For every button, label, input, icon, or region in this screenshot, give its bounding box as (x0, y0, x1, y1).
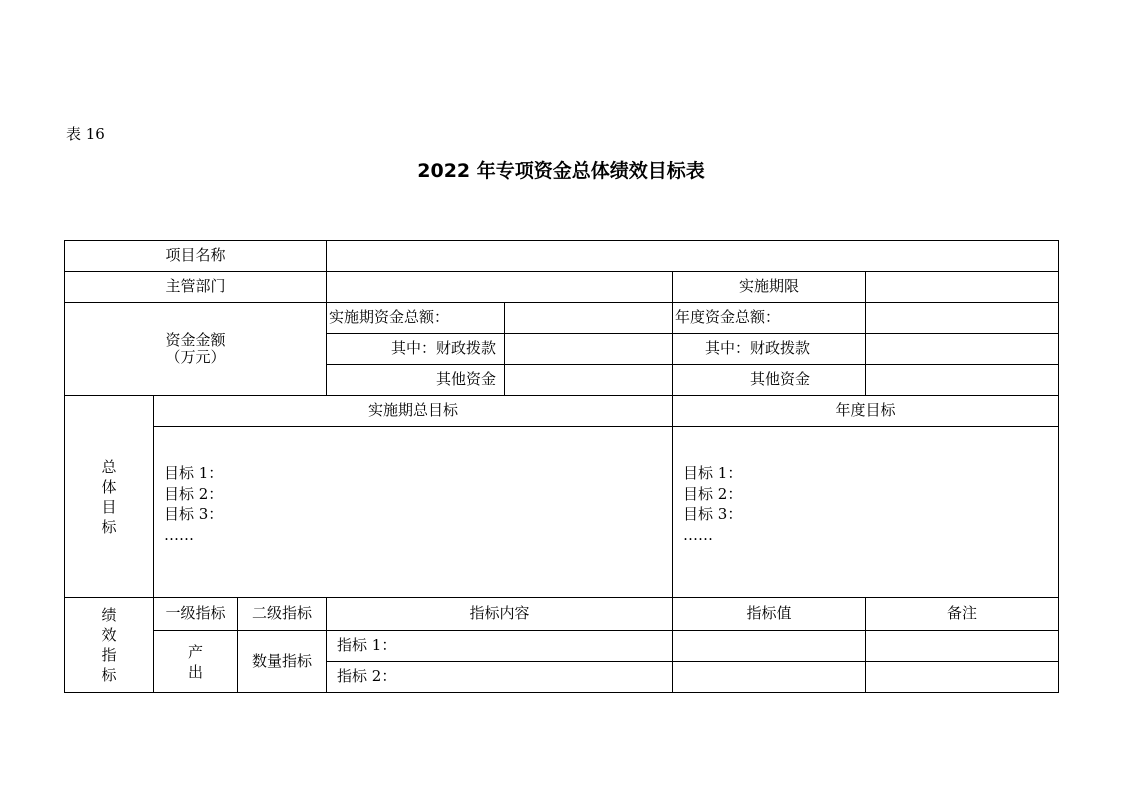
fiscal-allocation-period-field[interactable] (505, 334, 673, 365)
indicator-value-field[interactable] (673, 631, 866, 662)
indicator-row-label: 指标 1： (327, 631, 673, 662)
performance-indicators-section-label (65, 598, 154, 693)
fiscal-allocation-year-field[interactable] (866, 334, 1059, 365)
year-goal-item: 目标 2： (683, 484, 743, 503)
indicator-row-label: 指标 2： (327, 662, 673, 693)
table-number-label: 表 16 (66, 125, 105, 143)
year-goal-header: 年度目标 (673, 396, 1059, 427)
other-funds-year-field[interactable] (866, 365, 1059, 396)
funds-label-line2: （万元） (165, 348, 226, 366)
indicators-char: 指 (101, 646, 117, 664)
indicators-char: 标 (101, 666, 117, 684)
period-goal-header: 实施期总目标 (154, 396, 673, 427)
overall-goals-char: 总 (101, 457, 117, 476)
indicators-char: 绩 (101, 606, 117, 624)
year-goal-item: 目标 3： (683, 505, 743, 523)
document-title: 2022 年专项资金总体绩效目标表 (417, 160, 705, 182)
overall-goals-char: 标 (101, 517, 117, 536)
fiscal-allocation-period-label: 其中：财政拨款 (327, 334, 505, 365)
total-funds-year-label: 年度资金总额： (673, 303, 866, 334)
period-goal-item: …… (164, 525, 194, 544)
total-funds-period-field[interactable] (505, 303, 673, 334)
remark-header: 备注 (866, 598, 1059, 631)
funds-label-line1: 资金金额 (165, 330, 226, 349)
remark-field[interactable] (866, 631, 1059, 662)
indicator-content-header: 指标内容 (327, 598, 673, 631)
period-field[interactable] (866, 272, 1059, 303)
total-funds-period-label: 实施期资金总额： (327, 303, 505, 334)
overall-goals-char: 体 (101, 477, 117, 496)
year-goal-item: 目标 1： (683, 464, 743, 482)
year-goal-item: …… (683, 525, 714, 544)
remark-field[interactable] (866, 662, 1059, 693)
period-label: 实施期限 (673, 272, 866, 303)
indicators-char: 效 (101, 626, 117, 644)
indicator-value-field[interactable] (673, 662, 866, 693)
overall-goals-section-label (65, 396, 154, 598)
other-funds-period-label: 其他资金 (327, 365, 505, 396)
department-label: 主管部门 (65, 272, 327, 303)
indicator-value-header: 指标值 (673, 598, 866, 631)
period-goal-item: 目标 2： (164, 484, 224, 503)
other-funds-year-label: 其他资金 (673, 365, 866, 396)
level2-indicator-header: 二级指标 (238, 598, 327, 631)
fiscal-allocation-year-label: 其中：财政拨款 (673, 334, 866, 365)
quantity-indicator-label: 数量指标 (238, 631, 327, 693)
overall-goals-char: 目 (101, 497, 117, 516)
department-field[interactable] (327, 272, 673, 303)
project-name-field[interactable] (327, 241, 1059, 272)
period-goal-item: 目标 3： (164, 505, 224, 523)
other-funds-period-field[interactable] (505, 365, 673, 396)
period-goal-item: 目标 1： (164, 464, 224, 482)
output-char: 产 (187, 642, 203, 661)
project-name-label: 项目名称 (65, 241, 327, 272)
level1-indicator-header: 一级指标 (154, 598, 238, 631)
period-goal-content[interactable] (154, 427, 673, 598)
performance-goal-table (64, 240, 1059, 693)
year-goal-content[interactable] (673, 427, 1059, 598)
total-funds-year-field[interactable] (866, 303, 1059, 334)
output-indicator-label (154, 631, 238, 693)
funds-amount-label (65, 303, 327, 396)
output-char: 出 (187, 662, 203, 681)
